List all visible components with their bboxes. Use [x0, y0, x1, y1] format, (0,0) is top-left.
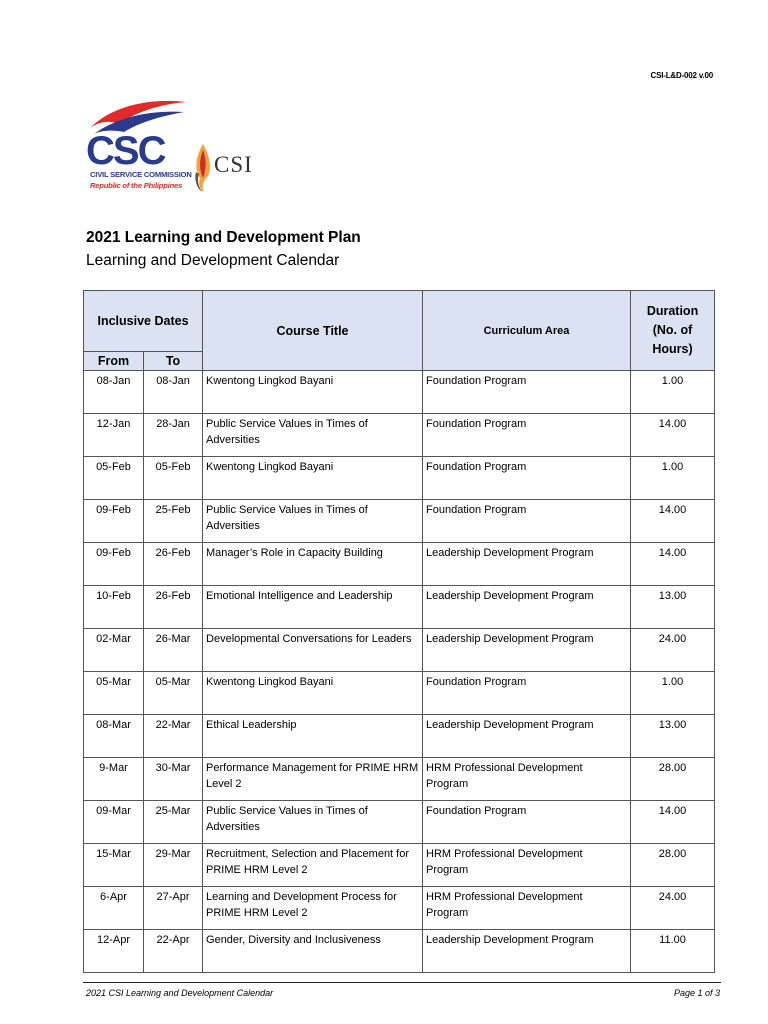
- course-title-cell: Ethical Leadership: [203, 715, 423, 758]
- duration-cell: 11.00: [631, 930, 715, 973]
- course-title-cell: Gender, Diversity and Inclusiveness: [203, 930, 423, 973]
- csc-logo-graphic: [84, 98, 194, 194]
- svg-text:Republic of the Philippines: Republic of the Philippines: [90, 181, 183, 190]
- from-date-cell: 09-Feb: [84, 543, 144, 586]
- header-duration-line1: Duration: [646, 304, 699, 318]
- from-date-cell: 08-Mar: [84, 715, 144, 758]
- to-date-cell: 26-Mar: [144, 629, 203, 672]
- from-date-cell: 09-Feb: [84, 500, 144, 543]
- to-date-cell: 30-Mar: [144, 758, 203, 801]
- svg-text:CIVIL SERVICE COMMISSION: CIVIL SERVICE COMMISSION: [90, 170, 192, 179]
- from-date-cell: 09-Mar: [84, 801, 144, 844]
- curriculum-area-cell: Foundation Program: [423, 500, 631, 543]
- duration-cell: 1.00: [631, 457, 715, 500]
- to-date-cell: 26-Feb: [144, 543, 203, 586]
- calendar-table: [83, 290, 715, 973]
- to-date-cell: 26-Feb: [144, 586, 203, 629]
- from-date-cell: 05-Mar: [84, 672, 144, 715]
- calendar-body: [84, 371, 715, 973]
- table-row: [84, 629, 715, 672]
- header-duration: [631, 291, 715, 371]
- curriculum-area-cell: Foundation Program: [423, 801, 631, 844]
- to-date-cell: 27-Apr: [144, 887, 203, 930]
- document-title: 2021 Learning and Development Plan: [86, 229, 361, 246]
- curriculum-area-cell: Leadership Development Program: [423, 715, 631, 758]
- header-inclusive-dates: Inclusive Dates: [84, 291, 203, 352]
- table-row: [84, 930, 715, 973]
- to-date-cell: 08-Jan: [144, 371, 203, 414]
- curriculum-area-cell: HRM Professional Development Program: [423, 758, 631, 801]
- course-title-cell: Public Service Values in Times of Adversities: [203, 414, 423, 457]
- table-row: [84, 887, 715, 930]
- table-row: [84, 500, 715, 543]
- table-row: [84, 586, 715, 629]
- header-from: From: [84, 352, 144, 371]
- from-date-cell: 6-Apr: [84, 887, 144, 930]
- from-date-cell: 10-Feb: [84, 586, 144, 629]
- course-title-cell: Public Service Values in Times of Adversities: [203, 801, 423, 844]
- csi-flame-icon: [192, 142, 214, 194]
- table-row: [84, 457, 715, 500]
- table-row: [84, 758, 715, 801]
- page-number: Page 1 of 3: [673, 988, 720, 998]
- curriculum-area-cell: Leadership Development Program: [423, 543, 631, 586]
- duration-cell: 24.00: [631, 887, 715, 930]
- course-title-cell: Public Service Values in Times of Adversities: [203, 500, 423, 543]
- duration-cell: 28.00: [631, 844, 715, 887]
- course-title-cell: Emotional Intelligence and Leadership: [203, 586, 423, 629]
- to-date-cell: 25-Feb: [144, 500, 203, 543]
- document-code: CSI-L&D-002 v.00: [650, 71, 713, 80]
- curriculum-area-cell: Foundation Program: [423, 371, 631, 414]
- curriculum-area-cell: HRM Professional Development Program: [423, 887, 631, 930]
- to-date-cell: 22-Apr: [144, 930, 203, 973]
- duration-cell: 14.00: [631, 543, 715, 586]
- header-to: To: [144, 352, 203, 371]
- to-date-cell: 29-Mar: [144, 844, 203, 887]
- duration-cell: 13.00: [631, 715, 715, 758]
- table-row: [84, 371, 715, 414]
- to-date-cell: 22-Mar: [144, 715, 203, 758]
- duration-cell: 14.00: [631, 414, 715, 457]
- duration-cell: 1.00: [631, 371, 715, 414]
- course-title-cell: Developmental Conversations for Leaders: [203, 629, 423, 672]
- duration-cell: 14.00: [631, 801, 715, 844]
- table-row: [84, 801, 715, 844]
- csc-logo: [84, 98, 274, 194]
- table-row: [84, 844, 715, 887]
- duration-cell: 24.00: [631, 629, 715, 672]
- duration-cell: 28.00: [631, 758, 715, 801]
- curriculum-area-cell: Leadership Development Program: [423, 629, 631, 672]
- to-date-cell: 25-Mar: [144, 801, 203, 844]
- curriculum-area-cell: Leadership Development Program: [423, 930, 631, 973]
- course-title-cell: Kwentong Lingkod Bayani: [203, 672, 423, 715]
- csi-label: CSI: [214, 152, 253, 177]
- table-row: [84, 672, 715, 715]
- from-date-cell: 9-Mar: [84, 758, 144, 801]
- curriculum-area-cell: HRM Professional Development Program: [423, 844, 631, 887]
- course-title-cell: Performance Management for PRIME HRM Level 2: [203, 758, 423, 801]
- course-title-cell: Manager’s Role in Capacity Building: [203, 543, 423, 586]
- to-date-cell: 05-Mar: [144, 672, 203, 715]
- course-title-cell: Recruitment, Selection and Placement for PRIME HRM Level 2: [203, 844, 423, 887]
- curriculum-area-cell: Foundation Program: [423, 414, 631, 457]
- course-title-cell: Kwentong Lingkod Bayani: [203, 371, 423, 414]
- footer-title: 2021 CSI Learning and Development Calendar: [86, 988, 274, 998]
- from-date-cell: 05-Feb: [84, 457, 144, 500]
- curriculum-area-cell: Foundation Program: [423, 672, 631, 715]
- to-date-cell: 28-Jan: [144, 414, 203, 457]
- from-date-cell: 02-Mar: [84, 629, 144, 672]
- duration-cell: 1.00: [631, 672, 715, 715]
- table-row: [84, 414, 715, 457]
- header-course-title: Course Title: [203, 291, 423, 371]
- header-curriculum-area: Curriculum Area: [423, 291, 631, 371]
- duration-cell: 13.00: [631, 586, 715, 629]
- svg-text:CSC: CSC: [86, 129, 165, 173]
- course-title-cell: Kwentong Lingkod Bayani: [203, 457, 423, 500]
- from-date-cell: 08-Jan: [84, 371, 144, 414]
- curriculum-area-cell: Foundation Program: [423, 457, 631, 500]
- duration-cell: 14.00: [631, 500, 715, 543]
- course-title-cell: Learning and Development Process for PRIME HRM Level 2: [203, 887, 423, 930]
- from-date-cell: 12-Jan: [84, 414, 144, 457]
- document-subtitle: Learning and Development Calendar: [86, 252, 340, 269]
- from-date-cell: 12-Apr: [84, 930, 144, 973]
- curriculum-area-cell: Leadership Development Program: [423, 586, 631, 629]
- table-row: [84, 543, 715, 586]
- from-date-cell: 15-Mar: [84, 844, 144, 887]
- to-date-cell: 05-Feb: [144, 457, 203, 500]
- header-duration-line3: Hours): [652, 342, 693, 356]
- table-row: [84, 715, 715, 758]
- header-duration-line2: (No. of: [652, 323, 693, 337]
- footer-divider: [83, 982, 721, 983]
